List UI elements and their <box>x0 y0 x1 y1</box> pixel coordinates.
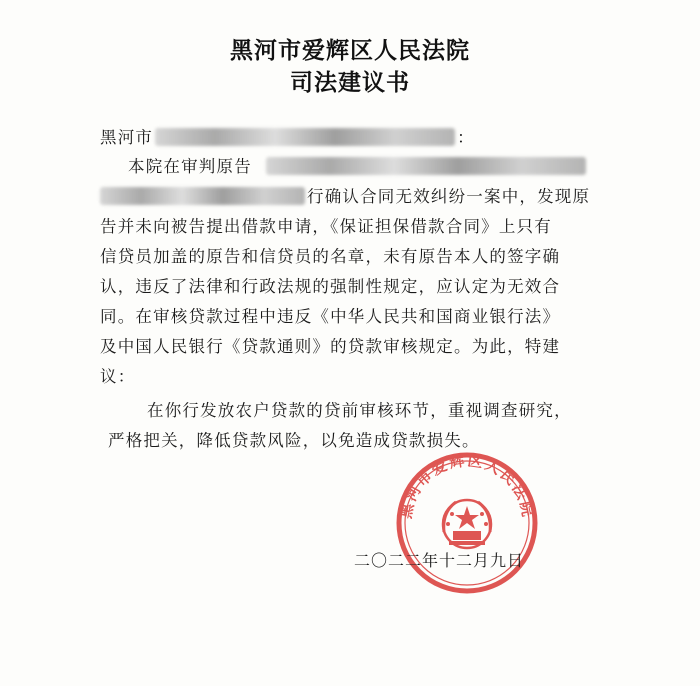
para1-line7: 及中国人民银行《贷款通则》的贷款审核规定。为此，特建 <box>100 337 561 356</box>
document-type-title: 司法建议书 <box>290 69 410 96</box>
redacted-addressee <box>155 128 455 146</box>
para2-line1: 在你行发放农户贷款的贷前审核环节，重视调查研究， <box>147 401 572 420</box>
addressee-suffix: ： <box>457 128 475 147</box>
addressee-prefix: 黑河市 <box>100 128 154 147</box>
emblem-icon <box>443 500 491 548</box>
para1-line2 <box>100 183 590 207</box>
issue-date: 二〇二二年十二月九日 <box>354 551 525 570</box>
para1-line1 <box>128 153 586 177</box>
para1-line2-text: 行确认合同无效纠纷一案中，发现原 <box>307 187 591 206</box>
court-name-title: 黑河市爱辉区人民法院 <box>230 37 470 64</box>
para1-line6: 同。在审核贷款过程中违反《中华人民共和国商业银行法》 <box>100 307 561 326</box>
para1-line8: 议： <box>100 367 136 386</box>
para1-line3: 告并未向被告提出借款申请，《保证担保借款合同》上只有 <box>100 217 552 236</box>
redacted-plaintiff <box>266 157 586 175</box>
para1-line5: 认，违反了法律和行政法规的强制性规定，应认定为无效合 <box>100 277 561 296</box>
seal-text: 黑河市爱辉区人民法院 <box>396 451 538 520</box>
para1-line1-text: 本院在审判原告 <box>128 157 252 176</box>
para1-line4: 信贷员加盖的原告和信贷员的名章，未有原告本人的签字确 <box>100 247 561 266</box>
redacted-defendant <box>100 187 305 205</box>
court-seal <box>392 448 542 598</box>
addressee-line <box>100 124 475 148</box>
para2-line2: 严格把关，降低贷款风险，以免造成贷款损失。 <box>108 431 480 450</box>
